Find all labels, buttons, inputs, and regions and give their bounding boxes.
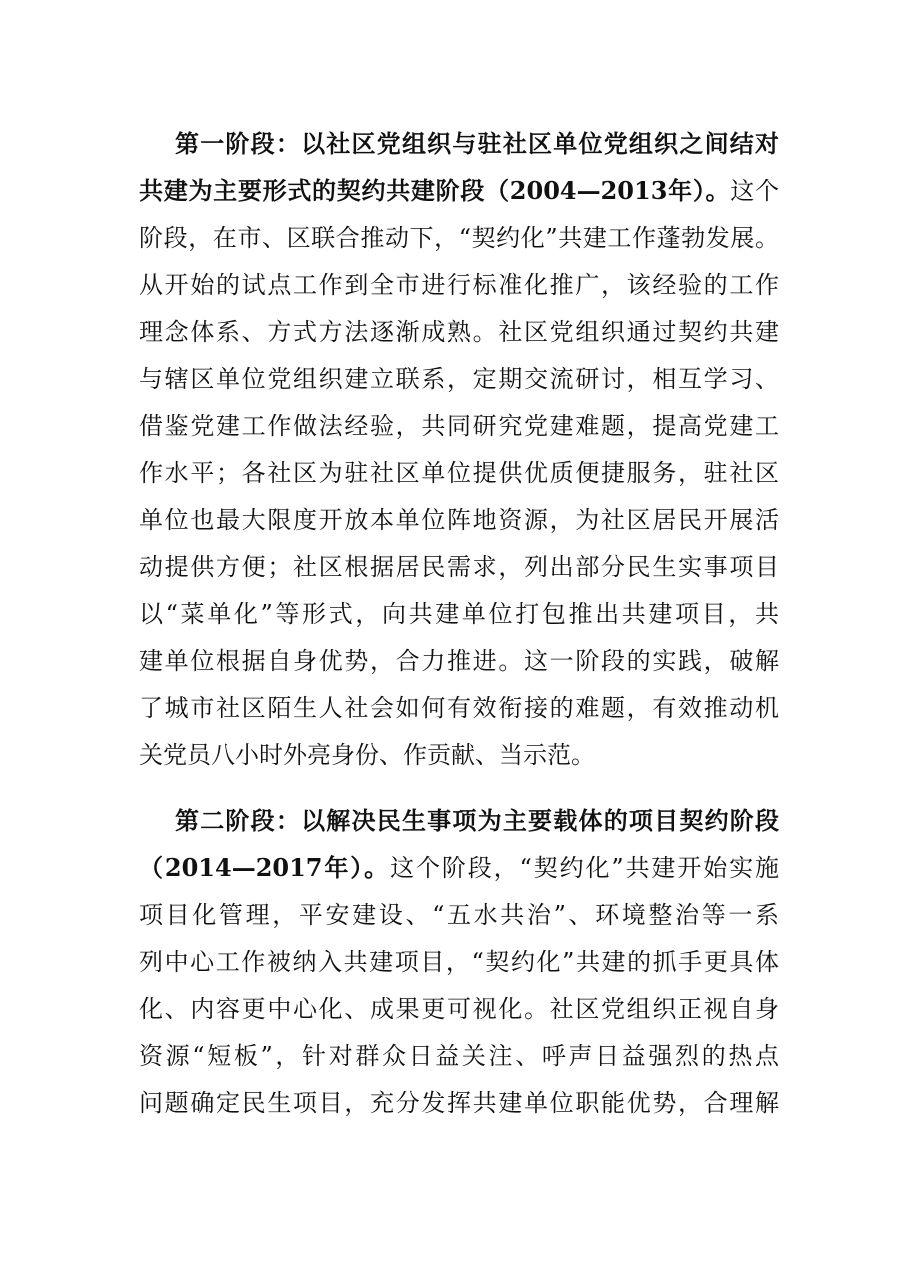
paragraph-1-line-13: 了城市社区陌生人社会如何有效衔接的难题，有效推动机 — [139, 694, 779, 722]
paragraph-1-line-1 — [175, 124, 779, 164]
paragraph-1-line-10: 动提供方便；社区根据居民需求，列出部分民生实事项目 — [139, 553, 779, 581]
paragraph-2-line-5: 化、内容更中心化、成果更可视化。社区党组织正视自身 — [139, 995, 779, 1023]
paragraph-1-line-12: 建单位根据自身优势，合力推进。这一阶段的实践，破解 — [139, 647, 779, 675]
paragraph-1-line-14: 关党员八小时外亮身份、作贡献、当示范。 — [139, 741, 595, 769]
paragraph-1-line-7: 借鉴党建工作做法经验，共同研究党建难题，提高党建工 — [139, 412, 779, 440]
body-text: 这个阶段，“契约化”共建开始实施 — [390, 854, 779, 882]
stage-one-heading: 第一阶段：以社区党组织与驻社区单位党组织之间结对 — [175, 129, 779, 158]
stage-two-heading-cont: （2014—2017年）。 — [139, 853, 391, 882]
stage-two-heading: 第二阶段：以解决民生事项为主要载体的项目契约阶段 — [175, 806, 779, 835]
paragraph-1-line-4: 从开始的试点工作到全市进行标准化推广，该经验的工作 — [139, 271, 779, 299]
paragraph-1-line-11: 以“菜单化”等形式，向共建单位打包推出共建项目，共 — [139, 600, 779, 628]
paragraph-1-line-2 — [139, 171, 779, 211]
paragraph-1-line-6: 与辖区单位党组织建立联系，定期交流研讨，相互学习、 — [139, 365, 779, 393]
paragraph-2-line-7: 问题确定民生项目，充分发挥共建单位职能优势，合理解 — [139, 1089, 779, 1117]
paragraph-1-line-8: 作水平；各社区为驻社区单位提供优质便捷服务，驻社区 — [139, 459, 779, 487]
paragraph-2-line-1 — [175, 801, 779, 841]
paragraph-2-line-6: 资源“短板”，针对群众日益关注、呼声日益强烈的热点 — [139, 1042, 779, 1070]
stage-one-heading-cont: 共建为主要形式的契约共建阶段（2004—2013年）。 — [139, 176, 731, 205]
paragraph-1-line-5: 理念体系、方式方法逐渐成熟。社区党组织通过契约共建 — [139, 318, 779, 346]
paragraph-2-line-3: 项目化管理，平安建设、“五水共治”、环境整治等一系 — [139, 901, 779, 929]
paragraph-1-line-3: 阶段，在市、区联合推动下，“契约化”共建工作蓬勃发展。 — [139, 224, 779, 252]
paragraph-2-line-2 — [139, 848, 779, 888]
paragraph-2-line-4: 列中心工作被纳入共建项目，“契约化”共建的抓手更具体 — [139, 948, 779, 976]
body-text: 这个 — [730, 177, 780, 205]
paragraph-1-line-9: 单位也最大限度开放本单位阵地资源，为社区居民开展活 — [139, 506, 779, 534]
